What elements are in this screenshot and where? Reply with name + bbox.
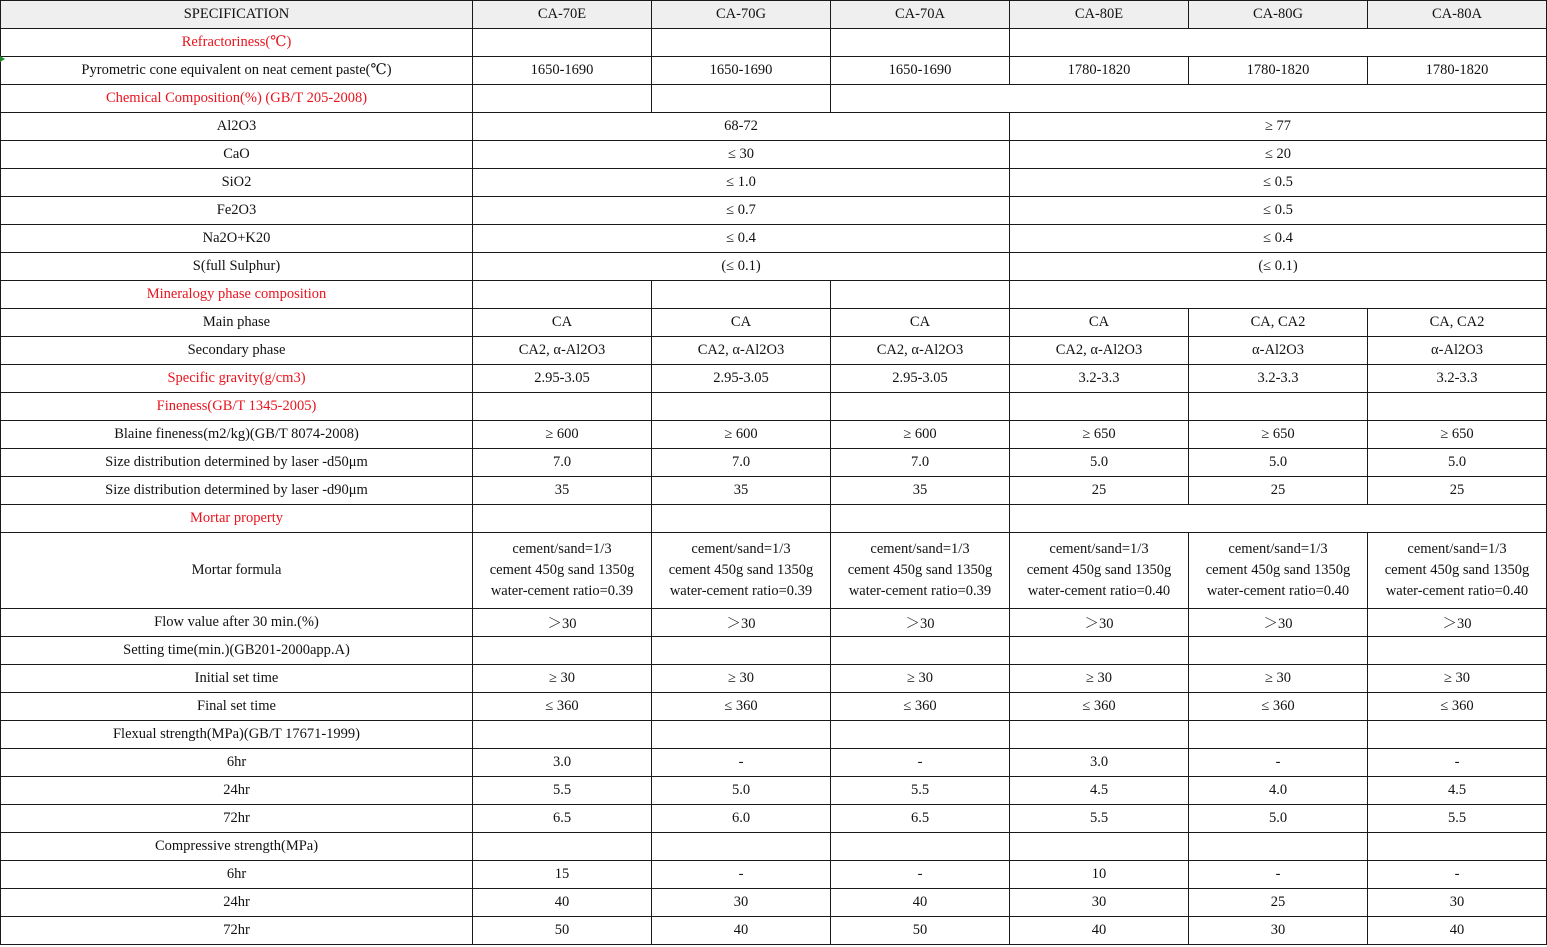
cell: 40: [1010, 917, 1189, 945]
cell: 30: [1010, 889, 1189, 917]
cell: ≥ 600: [831, 421, 1010, 449]
cell: ≥ 650: [1010, 421, 1189, 449]
cell: 3.2-3.3: [1189, 365, 1368, 393]
cell: cement/sand=1/3 cement 450g sand 1350g water-cement ratio=0.39: [831, 533, 1010, 609]
cell-ca70: 68-72: [473, 113, 1010, 141]
cell: 6.5: [473, 805, 652, 833]
header-spec: SPECIFICATION: [1, 1, 473, 29]
cell: ≤ 360: [831, 693, 1010, 721]
cell: α-Al2O3: [1368, 337, 1547, 365]
table-row: [1, 337, 1547, 365]
cell: cement/sand=1/3 cement 450g sand 1350g water-cement ratio=0.39: [473, 533, 652, 609]
cell: CA: [1010, 309, 1189, 337]
cell: 40: [652, 917, 831, 945]
cell: ≤ 360: [652, 693, 831, 721]
header-ca-70g: CA-70G: [652, 1, 831, 29]
section-chemical: Chemical Composition(%) (GB/T 205-2008): [1, 85, 473, 113]
cell: CA2, α-Al2O3: [1010, 337, 1189, 365]
cell-ca80: ≤ 0.4: [1010, 225, 1547, 253]
cell-ca70: (≤ 0.1): [473, 253, 1010, 281]
table-row: [1, 365, 1547, 393]
section-row: [1, 29, 1547, 57]
table-row: [1, 309, 1547, 337]
cell: ≥ 650: [1368, 421, 1547, 449]
cell: CA: [473, 309, 652, 337]
table-row: [1, 113, 1547, 141]
row-label: 72hr: [1, 805, 473, 833]
cell-ca80: ≤ 0.5: [1010, 169, 1547, 197]
row-label: CaO: [1, 141, 473, 169]
cell: 30: [652, 889, 831, 917]
cell: ＞30: [1189, 609, 1368, 637]
table-row: [1, 225, 1547, 253]
row-label: S(full Sulphur): [1, 253, 473, 281]
header-ca-70a: CA-70A: [831, 1, 1010, 29]
cell: cement/sand=1/3 cement 450g sand 1350g water-cement ratio=0.39: [652, 533, 831, 609]
cell: 5.0: [1189, 805, 1368, 833]
cell: CA, CA2: [1189, 309, 1368, 337]
cell: 35: [831, 477, 1010, 505]
cell: 35: [473, 477, 652, 505]
table-row: [1, 421, 1547, 449]
cell: 30: [1368, 889, 1547, 917]
cell: 2.95-3.05: [473, 365, 652, 393]
cell: ≤ 360: [1368, 693, 1547, 721]
section-compressive: Compressive strength(MPa): [1, 833, 473, 861]
cell: 5.5: [473, 777, 652, 805]
cell: 50: [831, 917, 1010, 945]
cell: 4.5: [1368, 777, 1547, 805]
cell: ≥ 600: [652, 421, 831, 449]
section-row: [1, 85, 1547, 113]
cell: 40: [831, 889, 1010, 917]
row-label: Mortar formula: [1, 533, 473, 609]
cell: cement/sand=1/3 cement 450g sand 1350g water-cement ratio=0.40: [1368, 533, 1547, 609]
section-row: [1, 393, 1547, 421]
row-label: Flow value after 30 min.(%): [1, 609, 473, 637]
cell: ＞30: [1368, 609, 1547, 637]
cell-ca80: ≤ 0.5: [1010, 197, 1547, 225]
cell: 3.2-3.3: [1010, 365, 1189, 393]
cell: cement/sand=1/3 cement 450g sand 1350g water-cement ratio=0.40: [1189, 533, 1368, 609]
cell: ≥ 30: [1368, 665, 1547, 693]
cell-ca80: ≥ 77: [1010, 113, 1547, 141]
cell: CA: [831, 309, 1010, 337]
row-label: Main phase: [1, 309, 473, 337]
cell: ＞30: [652, 609, 831, 637]
row-label: SiO2: [1, 169, 473, 197]
table-row: [1, 777, 1547, 805]
cell: ＞30: [831, 609, 1010, 637]
cell-ca70: ≤ 0.4: [473, 225, 1010, 253]
row-label: 24hr: [1, 889, 473, 917]
row-label: Na2O+K20: [1, 225, 473, 253]
cell: 2.95-3.05: [652, 365, 831, 393]
cell: 5.0: [1189, 449, 1368, 477]
row-label: Blaine fineness(m2/kg)(GB/T 8074-2008): [1, 421, 473, 449]
cell: 30: [1189, 917, 1368, 945]
cell: CA2, α-Al2O3: [652, 337, 831, 365]
row-label: Size distribution determined by laser -d50μm: [1, 449, 473, 477]
cell: CA2, α-Al2O3: [473, 337, 652, 365]
table-row: [1, 533, 1547, 609]
cell: 4.5: [1010, 777, 1189, 805]
cell: 3.0: [1010, 749, 1189, 777]
cell-ca70: ≤ 0.7: [473, 197, 1010, 225]
cell: 7.0: [473, 449, 652, 477]
table-row: [1, 609, 1547, 637]
cell: 6.5: [831, 805, 1010, 833]
row-label: Initial set time: [1, 665, 473, 693]
cell: -: [831, 749, 1010, 777]
section-row: [1, 637, 1547, 665]
cell: CA: [652, 309, 831, 337]
header-ca-70e: CA-70E: [473, 1, 652, 29]
cell: 7.0: [831, 449, 1010, 477]
cell: ≥ 30: [652, 665, 831, 693]
table-row: [1, 477, 1547, 505]
cell: CA2, α-Al2O3: [831, 337, 1010, 365]
cell: α-Al2O3: [1189, 337, 1368, 365]
cell: 50: [473, 917, 652, 945]
cell: 40: [1368, 917, 1547, 945]
cell: ≥ 30: [1189, 665, 1368, 693]
section-mortar: Mortar property: [1, 505, 473, 533]
cell: ≤ 360: [1189, 693, 1368, 721]
cell: 1780-1820: [1368, 57, 1547, 85]
cell-ca70: ≤ 30: [473, 141, 1010, 169]
cell: 3.0: [473, 749, 652, 777]
header-ca-80g: CA-80G: [1189, 1, 1368, 29]
row-label: Pyrometric cone equivalent on neat cement paste(℃): [1, 57, 473, 85]
section-refractoriness: Refractoriness(℃): [1, 29, 473, 57]
table-row: [1, 449, 1547, 477]
cell: 5.5: [1010, 805, 1189, 833]
header-row: [1, 1, 1547, 29]
cell: ≥ 30: [1010, 665, 1189, 693]
table-row: [1, 57, 1547, 85]
row-label: Final set time: [1, 693, 473, 721]
header-ca-80e: CA-80E: [1010, 1, 1189, 29]
table-row: [1, 665, 1547, 693]
cell: ≥ 30: [473, 665, 652, 693]
table-row: [1, 141, 1547, 169]
cell: 5.5: [831, 777, 1010, 805]
cell: 7.0: [652, 449, 831, 477]
cell: 1780-1820: [1010, 57, 1189, 85]
cell: -: [1189, 749, 1368, 777]
cell: 6.0: [652, 805, 831, 833]
section-row: [1, 721, 1547, 749]
cell: CA, CA2: [1368, 309, 1547, 337]
cell: 1650-1690: [473, 57, 652, 85]
cell: 5.5: [1368, 805, 1547, 833]
section-row: [1, 281, 1547, 309]
cell: cement/sand=1/3 cement 450g sand 1350g water-cement ratio=0.40: [1010, 533, 1189, 609]
cell: -: [1368, 861, 1547, 889]
cell: 2.95-3.05: [831, 365, 1010, 393]
table-row: [1, 197, 1547, 225]
section-mineralogy: Mineralogy phase composition: [1, 281, 473, 309]
cell: 15: [473, 861, 652, 889]
cell-ca70: ≤ 1.0: [473, 169, 1010, 197]
section-specific-gravity: Specific gravity(g/cm3): [1, 365, 473, 393]
cell: -: [652, 861, 831, 889]
cell: 1650-1690: [831, 57, 1010, 85]
table-row: [1, 749, 1547, 777]
table-row: [1, 169, 1547, 197]
cell-ca80: ≤ 20: [1010, 141, 1547, 169]
cell: ＞30: [473, 609, 652, 637]
cell: 5.0: [1368, 449, 1547, 477]
cell: ≥ 600: [473, 421, 652, 449]
row-label: Secondary phase: [1, 337, 473, 365]
cell: 1780-1820: [1189, 57, 1368, 85]
cell-ca80: (≤ 0.1): [1010, 253, 1547, 281]
table-row: [1, 889, 1547, 917]
cell: ＞30: [1010, 609, 1189, 637]
row-label: Fe2O3: [1, 197, 473, 225]
cell: ≥ 30: [831, 665, 1010, 693]
row-label: 72hr: [1, 917, 473, 945]
cell: 4.0: [1189, 777, 1368, 805]
row-label: Size distribution determined by laser -d90μm: [1, 477, 473, 505]
header-ca-80a: CA-80A: [1368, 1, 1547, 29]
section-row: [1, 505, 1547, 533]
cell: 10: [1010, 861, 1189, 889]
cell: 25: [1010, 477, 1189, 505]
row-label: 6hr: [1, 749, 473, 777]
cell: 5.0: [1010, 449, 1189, 477]
cell: 3.2-3.3: [1368, 365, 1547, 393]
cell: ≤ 360: [1010, 693, 1189, 721]
cell: 25: [1189, 889, 1368, 917]
section-setting-time: Setting time(min.)(GB201-2000app.A): [1, 637, 473, 665]
cell: ≤ 360: [473, 693, 652, 721]
row-label: Al2O3: [1, 113, 473, 141]
cell: -: [1189, 861, 1368, 889]
cell: 25: [1189, 477, 1368, 505]
section-row: [1, 833, 1547, 861]
cell: 40: [473, 889, 652, 917]
cell: -: [831, 861, 1010, 889]
section-flexual: Flexual strength(MPa)(GB/T 17671-1999): [1, 721, 473, 749]
table-row: [1, 693, 1547, 721]
cell-corner-marker: [0, 56, 5, 62]
table-row: [1, 805, 1547, 833]
cell: -: [652, 749, 831, 777]
cell: -: [1368, 749, 1547, 777]
cell: ≥ 650: [1189, 421, 1368, 449]
table-row: [1, 917, 1547, 945]
cell: 5.0: [652, 777, 831, 805]
section-fineness: Fineness(GB/T 1345-2005): [1, 393, 473, 421]
cell: 25: [1368, 477, 1547, 505]
row-label: 6hr: [1, 861, 473, 889]
cell: 35: [652, 477, 831, 505]
table-row: [1, 861, 1547, 889]
table-row: [1, 253, 1547, 281]
cell: 1650-1690: [652, 57, 831, 85]
row-label: 24hr: [1, 777, 473, 805]
